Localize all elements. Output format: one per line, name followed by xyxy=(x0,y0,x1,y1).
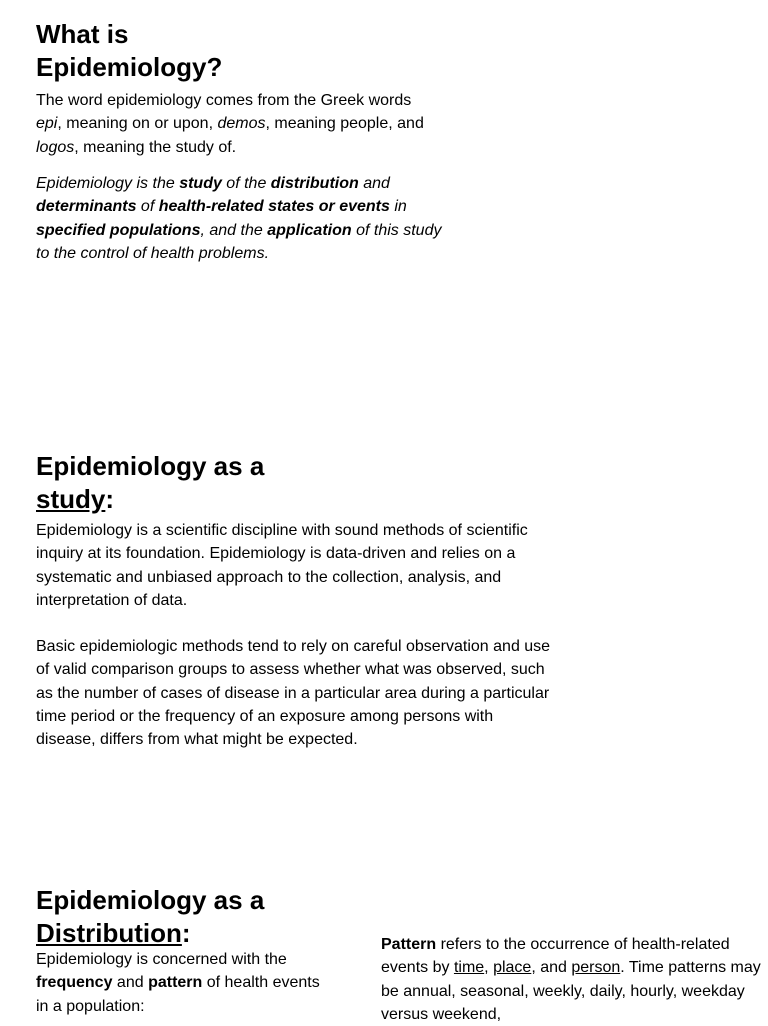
greek-origin-paragraph xyxy=(36,89,436,159)
keyword-distribution: distribution xyxy=(270,175,359,192)
heading-line-2: Epidemiology? xyxy=(36,52,223,82)
heading-underlined-word: Distribution xyxy=(36,918,182,948)
text-run: of the xyxy=(221,175,271,192)
heading-underlined-word: study xyxy=(36,484,106,514)
section-what-is-epidemiology-heading xyxy=(36,18,222,84)
text-run: and xyxy=(358,175,390,192)
keyword-pattern: Pattern xyxy=(381,936,437,953)
text-run: Epidemiology is the xyxy=(36,175,180,192)
heading-line-1: Epidemiology as a xyxy=(36,885,265,915)
keyword-pattern: pattern xyxy=(148,974,203,992)
keyword-time: time xyxy=(453,959,485,977)
keyword-specified-populations: specified populations xyxy=(36,221,201,239)
section-distribution-heading xyxy=(36,884,264,950)
text-run: of health events in a population: xyxy=(36,974,320,1015)
greek-word-logos: logos xyxy=(36,138,75,156)
greek-word-epi: epi xyxy=(36,115,58,133)
keyword-frequency: frequency xyxy=(36,974,113,992)
heading-line-1: Epidemiology as a xyxy=(36,451,265,481)
text-run: and xyxy=(112,974,149,992)
definition-paragraph xyxy=(36,172,456,265)
text-run: , xyxy=(484,959,494,977)
text-run: in xyxy=(389,198,407,216)
keyword-person: person xyxy=(571,959,621,977)
text-run: , meaning on or upon, xyxy=(57,115,218,133)
text-run: The word epidemiology comes from the Greek words xyxy=(36,92,412,109)
keyword-study: study xyxy=(179,175,222,192)
greek-word-demos: demos xyxy=(217,115,266,133)
text-run: Epidemiology is concerned with the xyxy=(36,951,287,968)
text-run: , meaning the study of. xyxy=(74,138,237,156)
text-run: of this study to the control of health problems. xyxy=(36,221,442,262)
keyword-health-related: health-related states or events xyxy=(158,198,390,216)
heading-line-1: What is xyxy=(36,19,129,49)
study-paragraph-1: Epidemiology is a scientific discipline with sound methods of scientific inquiry at its foundation. Epidemiology is data-driven and relies on a systematic and unbiased approach to the collection, analysis, and interpretation of data. xyxy=(36,522,528,609)
pattern-paragraph xyxy=(381,933,761,1026)
text-run: , and the xyxy=(200,221,268,239)
distribution-paragraph xyxy=(36,948,336,1018)
text-run: , meaning people, and xyxy=(265,115,424,133)
text-run: . Time patterns may be annual, seasonal, weekly, daily, hourly, weekday versus weekend, xyxy=(381,959,761,1023)
keyword-application: application xyxy=(267,221,352,239)
heading-colon: : xyxy=(181,918,191,948)
text-run: refers to the occurrence of health-related events by xyxy=(381,936,730,977)
heading-colon: : xyxy=(105,484,115,514)
text-run: of xyxy=(136,198,159,216)
keyword-place: place xyxy=(493,959,532,977)
keyword-determinants: determinants xyxy=(36,198,137,216)
study-paragraph-2: Basic epidemiologic methods tend to rely on careful observation and use of valid comparison groups to assess whether what was observed, such as the number of cases of disease in a particular area during a particular time period or the frequency of an exposure among persons with disease, differs from what might be expected. xyxy=(36,638,551,749)
text-run: , and xyxy=(531,959,572,977)
section-study-heading xyxy=(36,450,264,516)
